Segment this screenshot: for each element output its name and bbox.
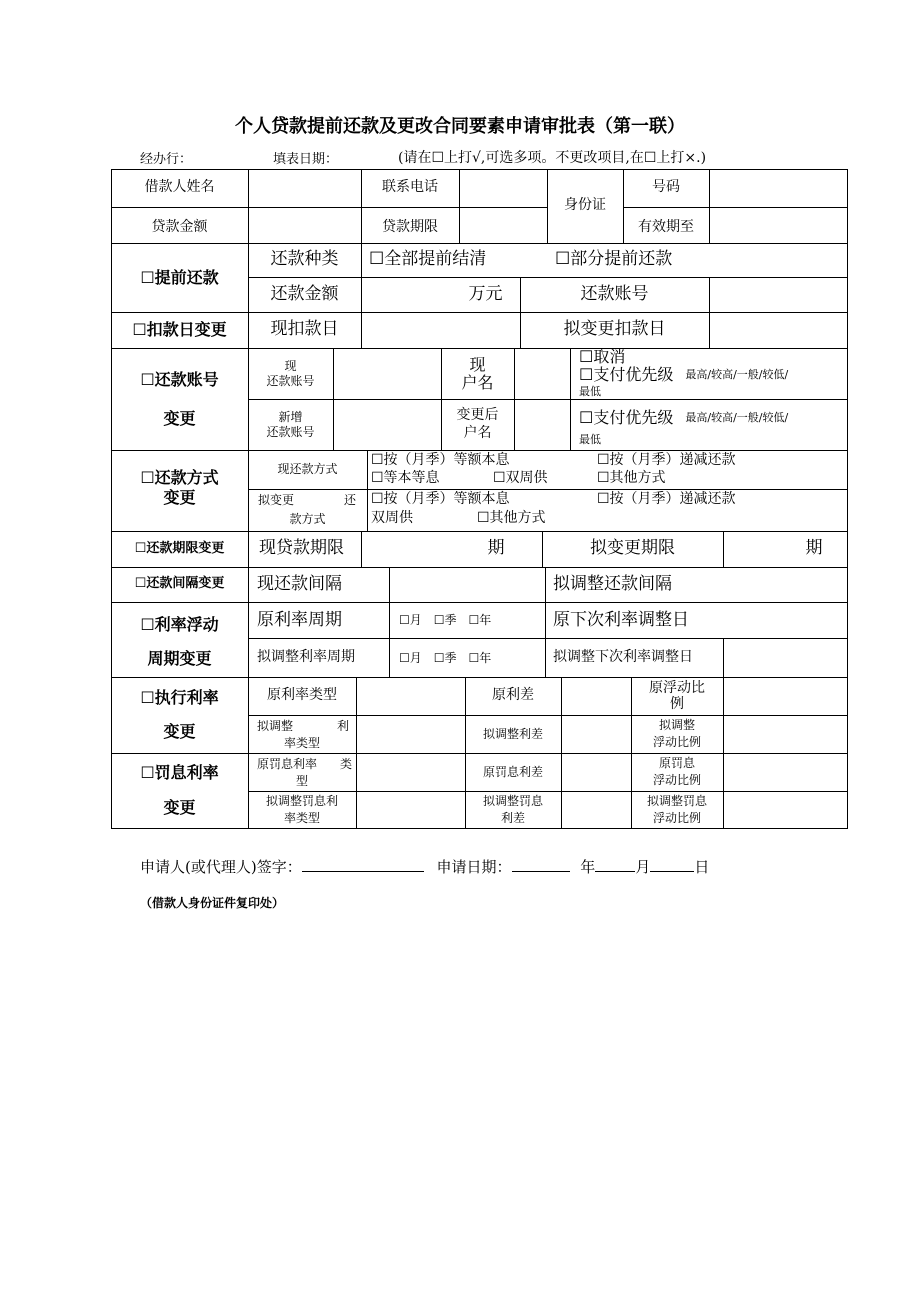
signature-line: [140, 856, 709, 877]
method-change-section-checkbox[interactable]: ☐还款方式: [140, 468, 219, 487]
new-next-adjust-date-label: 拟调整下次利率调整日: [553, 649, 693, 666]
new-account-name-label: 变更后 户名: [456, 407, 499, 441]
new-rate-period-label: 拟调整利率周期: [257, 649, 355, 666]
form-title: 个人贷款提前还款及更改合同要素申请审批表（第一联）: [235, 116, 685, 137]
priority-levels-1: 最高/较高/一般/较低/: [685, 368, 789, 382]
orig-penalty-ratio-label: 原罚息 浮动比例: [652, 756, 701, 787]
priority-checkbox-2[interactable]: ☐支付优先级: [579, 408, 674, 427]
rate-change-section-suffix: 变更: [163, 722, 196, 741]
priority-row-2: [577, 405, 849, 431]
orig-rate-type-label: 原利率类型: [267, 687, 337, 704]
proposed-term-unit: 期: [805, 538, 823, 559]
method-change-section-suffix: 变更: [163, 488, 196, 507]
orig-period-options[interactable]: ☐月 ☐季 ☐年: [399, 613, 492, 627]
full-prepay-checkbox[interactable]: ☐全部提前结清: [369, 249, 487, 270]
current-biweekly-checkbox[interactable]: ☐双周供: [493, 470, 548, 487]
ten-thousand-yuan-unit: 万元: [468, 283, 503, 304]
repay-account-label: 还款账号: [580, 283, 649, 304]
current-method-label: 现还款方式: [277, 462, 338, 476]
priority-levels-2-lowest: 最低: [579, 432, 601, 446]
date-year-field[interactable]: [512, 857, 570, 872]
interval-change-section-checkbox[interactable]: ☐还款间隔变更: [134, 576, 225, 592]
day-label: 日: [694, 858, 710, 876]
date-month-field[interactable]: [595, 857, 635, 872]
term-change-section-checkbox[interactable]: ☐还款期限变更: [134, 540, 225, 556]
new-decreasing-checkbox[interactable]: ☐按（月季）递减还款: [597, 491, 736, 508]
new-account-label: 新增 还款账号: [266, 409, 315, 439]
deduct-day-section-checkbox[interactable]: ☐扣款日变更: [132, 320, 227, 339]
proposed-term-label: 拟变更期限: [590, 538, 675, 559]
instructions: (请在☐上打√,可选多项。不更改项目,在☐上打×.): [398, 150, 707, 166]
current-other-checkbox[interactable]: ☐其他方式: [597, 470, 666, 487]
applicant-signature-label: 申请人(或代理人)签字：: [140, 858, 302, 876]
orig-penalty-type-label-b: 类: [339, 756, 352, 771]
orig-penalty-type-label-a: 原罚息利率: [257, 756, 318, 771]
float-change-section-suffix: 周期变更: [147, 649, 212, 668]
proposed-method-label-c: 款方式: [289, 511, 326, 526]
orig-rate-period-label: 原利率周期: [257, 609, 342, 630]
current-interval-label: 现还款间隔: [257, 573, 342, 594]
new-equal-installment-checkbox[interactable]: ☐按（月季）等额本息: [371, 491, 510, 508]
proposed-interval-label: 拟调整还款间隔: [553, 573, 672, 594]
month-label: 月: [635, 858, 651, 876]
fill-date-label: 填表日期：: [273, 152, 339, 167]
id-card-label: 身份证: [564, 197, 606, 214]
new-period-options[interactable]: ☐月 ☐季 ☐年: [399, 650, 492, 665]
orig-float-ratio-label: 原浮动比 例: [649, 679, 705, 712]
current-account-label: 现 还款账号: [266, 358, 315, 388]
rate-change-section-checkbox[interactable]: ☐执行利率: [140, 688, 219, 707]
priority-row-1: [577, 366, 849, 384]
current-decreasing-checkbox[interactable]: ☐按（月季）递减还款: [597, 452, 736, 469]
proposed-deduct-day-label: 拟变更扣款日: [563, 319, 666, 340]
applicant-signature-field[interactable]: [302, 857, 424, 872]
new-penalty-spread-label: 拟调整罚息 利差: [482, 794, 543, 825]
current-deduct-day-label: 现扣款日: [270, 319, 339, 340]
current-equal-installment-checkbox[interactable]: ☐按（月季）等额本息: [371, 452, 510, 469]
branch-label: 经办行：: [140, 152, 193, 167]
account-change-section-suffix: 变更: [163, 409, 196, 428]
proposed-method-label-a: 拟变更: [258, 492, 295, 507]
priority-levels-2: 最高/较高/一般/较低/: [685, 411, 789, 425]
new-spread-label: 拟调整利差: [482, 726, 543, 741]
penalty-change-section-suffix: 变更: [163, 798, 196, 817]
new-other-checkbox[interactable]: ☐其他方式: [477, 510, 546, 527]
current-term-unit: 期: [487, 538, 505, 559]
borrower-name-label: 借款人姓名: [144, 179, 215, 196]
loan-amount-label: 贷款金额: [151, 219, 208, 236]
current-account-name-label: 现 户名: [461, 354, 494, 392]
orig-next-adjust-date-label: 原下次利率调整日: [553, 609, 689, 630]
contact-phone-label: 联系电话: [382, 179, 438, 196]
year-label: 年: [580, 858, 596, 876]
proposed-method-label-b: 还: [343, 492, 356, 507]
new-rate-type-label-a: 拟调整: [257, 718, 294, 733]
priority-levels-1-lowest: 最低: [579, 384, 601, 398]
orig-penalty-type-label-c: 型: [295, 773, 308, 788]
repay-type-label: 还款种类: [270, 249, 339, 270]
date-day-field[interactable]: [650, 857, 694, 872]
current-equal-principal-checkbox[interactable]: ☐等本等息: [371, 470, 440, 487]
application-form-table: [111, 169, 848, 829]
account-change-section-checkbox[interactable]: ☐还款账号: [140, 370, 219, 389]
partial-prepay-checkbox[interactable]: ☐部分提前还款: [555, 249, 673, 270]
id-copy-note: （借款人身份证件复印处）: [140, 896, 285, 910]
penalty-change-section-checkbox[interactable]: ☐罚息利率: [140, 763, 219, 782]
id-number-label: 号码: [652, 179, 680, 196]
new-penalty-type-label: 拟调整罚息利 率类型: [265, 794, 338, 825]
repay-amount-label: 还款金额: [270, 283, 339, 304]
application-date-label: 申请日期：: [436, 858, 512, 876]
new-float-ratio-label: 拟调整 浮动比例: [652, 718, 701, 749]
prepay-section-checkbox[interactable]: ☐提前还款: [140, 267, 219, 287]
orig-penalty-spread-label: 原罚息利差: [482, 764, 543, 779]
new-biweekly-checkbox[interactable]: 双周供: [371, 510, 413, 527]
current-loan-term-label: 现贷款期限: [259, 538, 344, 559]
priority-checkbox-1[interactable]: ☐支付优先级: [579, 365, 674, 384]
loan-term-label: 贷款期限: [382, 219, 438, 236]
float-change-section-checkbox[interactable]: ☐利率浮动: [140, 615, 219, 634]
orig-spread-label: 原利差: [492, 687, 534, 704]
new-rate-type-label-c: 率类型: [283, 735, 320, 750]
new-rate-type-label-b: 利: [336, 718, 349, 733]
new-penalty-ratio-label: 拟调整罚息 浮动比例: [646, 794, 707, 825]
valid-until-label: 有效期至: [638, 219, 694, 236]
cancel-checkbox[interactable]: ☐取消: [579, 347, 626, 366]
